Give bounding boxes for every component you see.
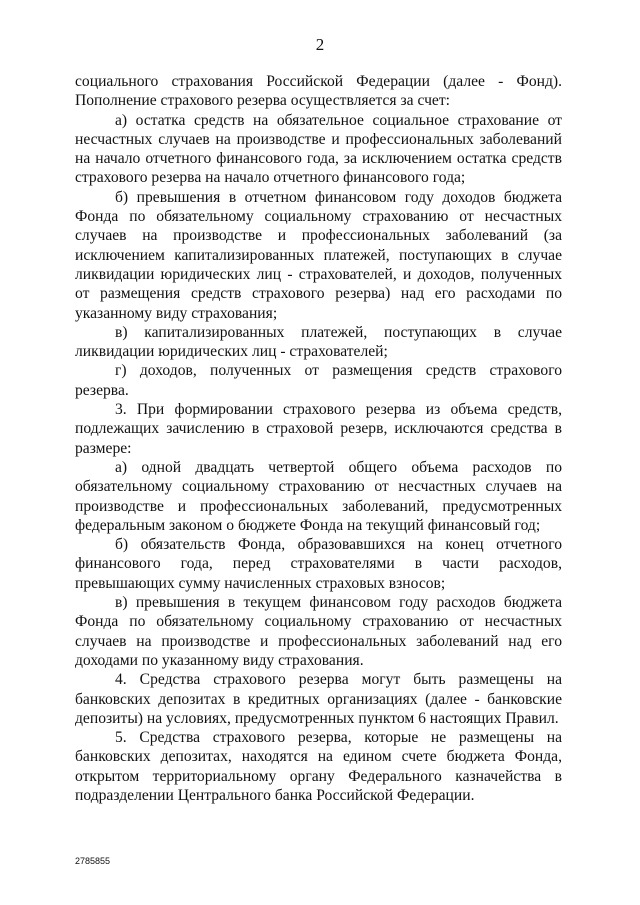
body-paragraph: 3. При формировании страхового резерва из объема средств, подлежащих зачислению в страховой резерв, исключаются средства в размере: — [75, 401, 562, 457]
body-paragraph: 4. Средства страхового резерва могут быть размещены на банковских депозитах в кредитных организациях (далее - банковские депозиты) на условиях, предусмотренных пунктом 6 настоящих Правил. — [75, 671, 562, 727]
body-paragraph: б) обязательств Фонда, образовавшихся на конец отчетного финансового года, перед страхователями в части расходов, превышающих сумму начисленных страховых взносов; — [75, 536, 562, 592]
body-paragraph: б) превышения в отчетном финансовом году доходов бюджета Фонда по обязательному социальному страхованию от несчастных случаев на производстве и профессиональных заболеваний (за исключением капитализированных платежей, поступающих в случае ликвидации юридических лиц - страхователей, и доходов, полученных от размещения средств страхового резерва) над его расходами по указанному виду страхования; — [75, 188, 562, 322]
body-paragraph: социального страхования Российской Федерации (далее - Фонд). Пополнение страхового резерва осуществляется за счет: — [75, 73, 562, 110]
body-paragraph: а) остатка средств на обязательное социальное страхование от несчастных случаев на производстве и профессиональных заболеваний на начало отчетного финансового года, за исключением остатка средств страхового резерва на начало отчетного финансового года; — [75, 111, 562, 187]
body-paragraph: г) доходов, полученных от размещения средств страхового резерва. — [75, 362, 562, 399]
page-number: 2 — [315, 35, 325, 54]
body-paragraph: в) превышения в текущем финансовом году расходов бюджета Фонда по обязательному социальному страхованию от несчастных случаев на производстве и профессиональных заболеваний над его доходами по указанному виду страхования. — [75, 594, 562, 669]
body-paragraph: а) одной двадцать четвертой общего объема расходов по обязательному социальному страхованию от несчастных случаев на производстве и профессиональных заболеваний, предусмотренных федеральным законом о бюджете Фонда на текущий финансовый год; — [75, 458, 562, 534]
document-body — [75, 72, 562, 805]
document-code: 2785855 — [75, 856, 111, 866]
body-paragraph: в) капитализированных платежей, поступающих в случае ликвидации юридических лиц - страхователей; — [75, 323, 562, 361]
body-paragraph: 5. Средства страхового резерва, которые не размещены на банковских депозитах, находятся на едином счете бюджета Фонда, открытом территориальному органу Федерального казначейства в подразделении Центрального банка Российской Федерации. — [75, 729, 562, 804]
